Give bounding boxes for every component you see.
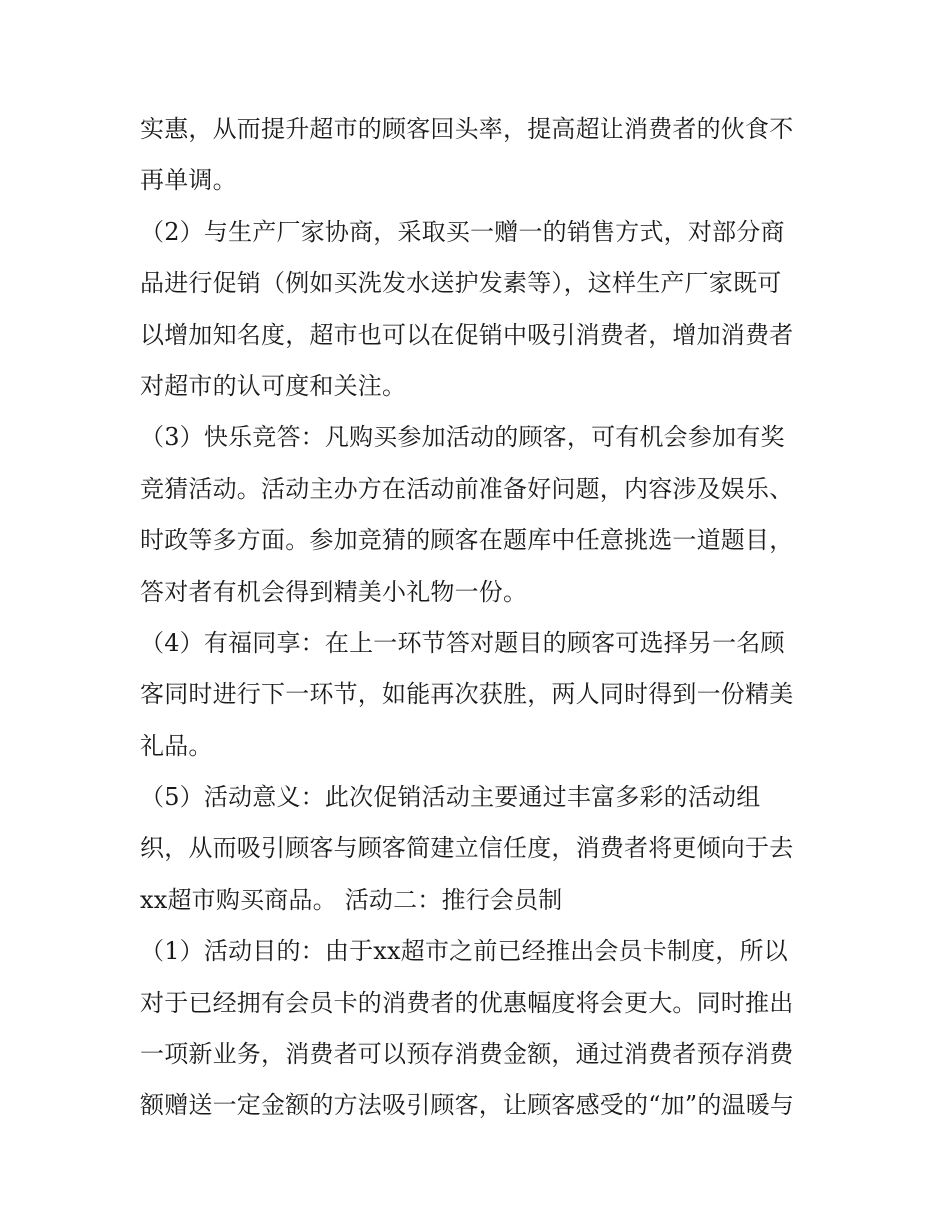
text-line: 对超市的认可度和关注。 (140, 371, 407, 400)
text-line: 以增加知名度，超市也可以在促销中吸引消费者，增加消费者 (140, 320, 794, 349)
text-line: 实惠，从而提升超市的顾客回头率，提高超让消费者的伙食不 (140, 115, 794, 143)
text-line: （2）与生产厂家协商，采取买一赠一的销售方式，对部分商 (140, 217, 785, 246)
text-line: 礼品。 (140, 731, 213, 760)
text-line: xx超市购买商品。 活动二：推行会员制 (140, 885, 563, 914)
document-body (140, 104, 820, 1132)
text-line: 客同时进行下一环节，如能再次获胜，两人同时得到一份精美 (140, 680, 794, 709)
text-line: 额赠送一定金额的方法吸引顾客，让顾客感受的“加”的温暖与 (140, 1091, 795, 1120)
text-line: 竞猜活动。活动主办方在活动前准备好问题，内容涉及娱乐、 (140, 474, 794, 503)
text-line: 织，从而吸引顾客与顾客简建立信任度，消费者将更倾向于去 (140, 834, 794, 863)
text-line: （5）活动意义：此次促销活动主要通过丰富多彩的活动组 (140, 783, 761, 812)
text-line: 一项新业务，消费者可以预存消费金额，通过消费者预存消费 (140, 1040, 794, 1069)
text-line: 品进行促销（例如买洗发水送护发素等），这样生产厂家既可 (140, 269, 782, 298)
text-line: 答对者有机会得到精美小礼物一份。 (140, 577, 528, 606)
text-line: 时政等多方面。参加竞猜的顾客在题库中任意挑选一道题目， (140, 526, 794, 555)
text-line: 再单调。 (140, 166, 237, 195)
text-line: （3）快乐竞答：凡购买参加活动的顾客，可有机会参加有奖 (140, 423, 785, 452)
text-line: 对于已经拥有会员卡的消费者的优惠幅度将会更大。同时推出 (140, 988, 794, 1017)
text-line: （4）有福同享：在上一环节答对题目的顾客可选择另一名顾 (140, 628, 785, 657)
text-line: （1）活动目的：由于xx超市之前已经推出会员卡制度，所以 (140, 937, 788, 966)
